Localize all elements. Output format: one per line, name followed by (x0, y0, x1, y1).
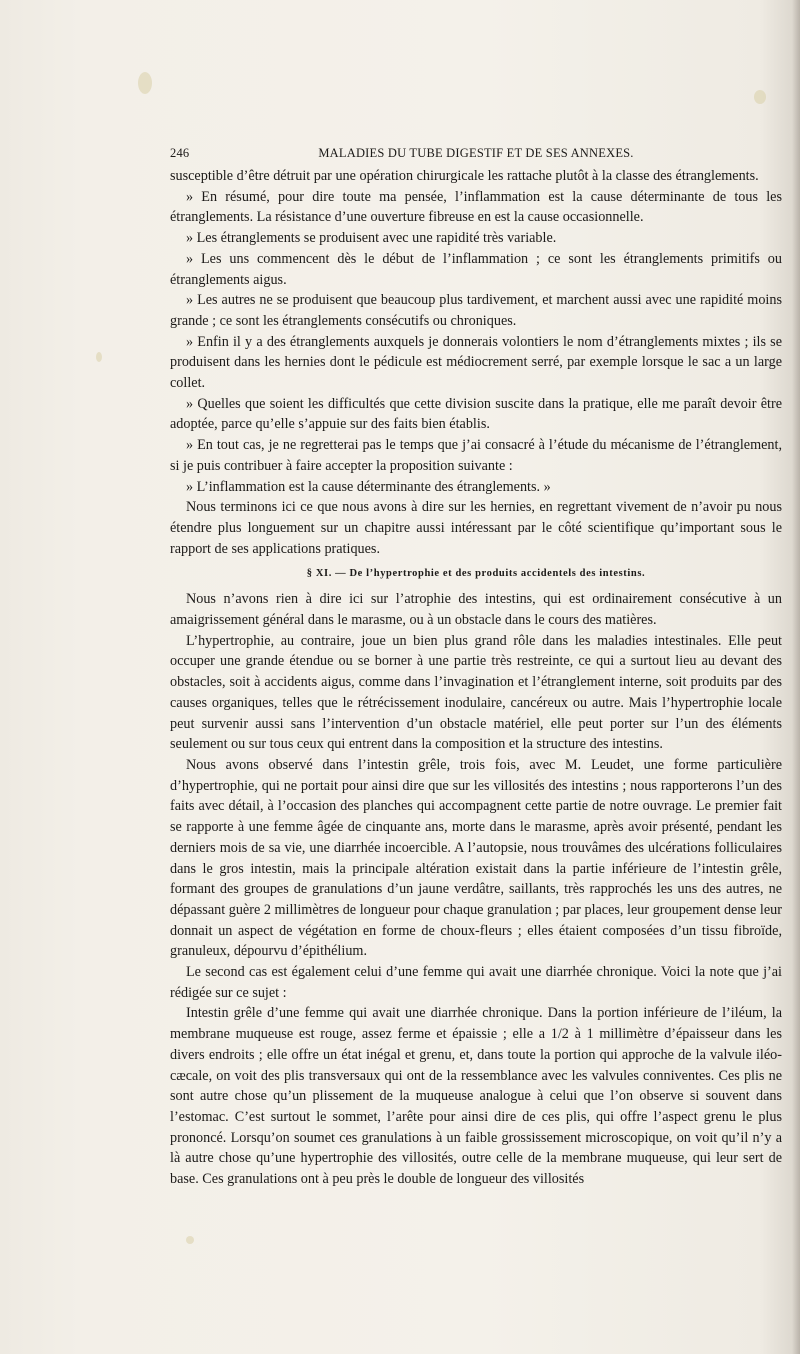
paragraph: Intestin grêle d’une femme qui avait une diarrhée chronique. Dans la portion inférieure de l’iléum, la membrane muqueuse est rouge, assez ferme et épaissie ; elle a 1/2 à 1 millimètre d’épaisseur dans les divers endroits ; elle offre un état inégal et grenu, et, dans toute la portion qui approche de la valvule iléo-cæcale, on voit des plis transversaux qui ont de la ressemblance avec les valvules conniventes. Ces plis ne sont autre chose qu’un plissement de la muqueuse analogue à celui que l’on observe si souvent dans l’estomac. C’est surtout le sommet, l’arête pour ainsi dire de ces plis, qui offre l’aspect grenu le plus prononcé. Lorsqu’on soumet ces granulations à un faible grossissement microscopique, on voit qu’il n’y a là autre chose qu’une hypertrophie des villosités, outre celle de la membrane muqueuse, qui leur sert de base. Ces granulations ont à peu près le double de longueur des villosités (170, 1005, 782, 1188)
paragraph: » Les étranglements se produisent avec une rapidité très variable. (186, 230, 557, 247)
paragraph: » Les autres ne se produisent que beaucoup plus tardivement, et marchent aussi avec une rapidité moins grande ; ce sont les étranglements consécutifs ou chroniques. (170, 292, 782, 329)
running-title: MALADIES DU TUBE DIGESTIF ET DE SES ANNEXES. (318, 146, 634, 160)
paragraph: » Enfin il y a des étranglements auxquels je donnerais volontiers le nom d’étranglements mixtes ; ils se produisent dans les hernies dont le pédicule est médiocrement serré, par exemple lorsque le sac a un large collet. (170, 333, 782, 392)
paragraph: » Les uns commencent dès le début de l’inflammation ; ce sont les étranglements primitifs ou étranglements aigus. (170, 250, 782, 288)
paragraph: Nous terminons ici ce que nous avons à dire sur les hernies, en regrettant vivement de n’avoir pu nous étendre plus longuement sur un chapitre aussi intéressant par le côté scientifique qu’important sous le rapport de ses applications pratiques. (170, 499, 782, 557)
body-text (170, 166, 782, 1190)
page-number: 246 (170, 146, 190, 160)
section-heading: § XI. — De l’hypertrophie et des produits accidentels des intestins. (306, 568, 646, 580)
paragraph: » En résumé, pour dire toute ma pensée, l’inflammation est la cause déterminante de tous les étranglements. La résistance d’une ouverture fibreuse en est la cause occasionnelle. (170, 188, 782, 226)
paragraph: » En tout cas, je ne regretterai pas le temps que j’ai consacré à l’étude du mécanisme de l’étranglement, si je puis contribuer à faire accepter la proposition suivante : (170, 437, 782, 474)
paragraph: » Quelles que soient les difficultés que cette division suscite dans la pratique, elle me paraît devoir être adoptée, parce qu’elle s’appuie sur des faits bien établis. (170, 395, 782, 433)
paragraph: » L’inflammation est la cause déterminante des étranglements. » (186, 478, 551, 495)
paragraph: L’hypertrophie, au contraire, joue un bien plus grand rôle dans les maladies intestinales. Elle peut occuper une grande étendue ou se borner à une partie très restreinte, ce qui a surtout lieu au devant des obstacles, soit à accidents aigus, comme dans l’invagination et l’étranglement interne, soit produits par des causes organiques, telles que le rétrécissement inodulaire, cancéreux ou autre. Mais l’hypertrophie locale peut survenir aussi sans l’intervention d’un obstacle matériel, elle peut porter sur l’un des éléments seulement ou sur tous ceux qui entrent dans la composition et la structure des intestins. (170, 632, 782, 753)
page-header (170, 146, 782, 164)
paper-stain (96, 352, 102, 362)
paper-stain (754, 90, 766, 104)
paper-stain (138, 72, 152, 94)
paper-stain (186, 1236, 194, 1244)
paragraph: Nous n’avons rien à dire ici sur l’atrophie des intestins, qui est ordinairement consécutive à un amaigrissement général dans le marasme, ou à un obstacle dans le cours des matières. (170, 591, 782, 629)
page-edge-shadow (792, 0, 800, 1354)
paragraph: Le second cas est également celui d’une femme qui avait une diarrhée chronique. Voici la note que j’ai rédigée sur ce sujet : (170, 964, 782, 1001)
paragraph: Nous avons observé dans l’intestin grêle, trois fois, avec M. Leudet, une forme particulière d’hypertrophie, qui ne portait pour ainsi dire que sur les villosités des intestins ; nous rapporterons l’un des faits avec détail, à l’occasion des planches qui accompagnent cette partie de notre ouvrage. Le premier fait se rapporte à une femme âgée de cinquante ans, morte dans le marasme, après avoir présenté, pendant les derniers mois de sa vie, une diarrhée incoercible. A l’autopsie, nous trouvâmes des ulcérations folliculaires dans le gros intestin, mais la principale altération existait dans la partie inférieure de l’intestin grêle, formant des groupes de granulations d’un jaune verdâtre, saillants, très rapprochés les uns des autres, ne dépassant guère 2 millimètres de longueur pour chaque granulation ; par places, leur groupement dense leur donnait un aspect de végétation en forme de choux-fleurs ; elles étaient composées d’un tissu fibroïde, granuleux, dépourvu d’épithélium. (170, 756, 782, 960)
paragraph: susceptible d’être détruit par une opération chirurgicale les rattache plutôt à la classe des étranglements. (170, 168, 759, 184)
